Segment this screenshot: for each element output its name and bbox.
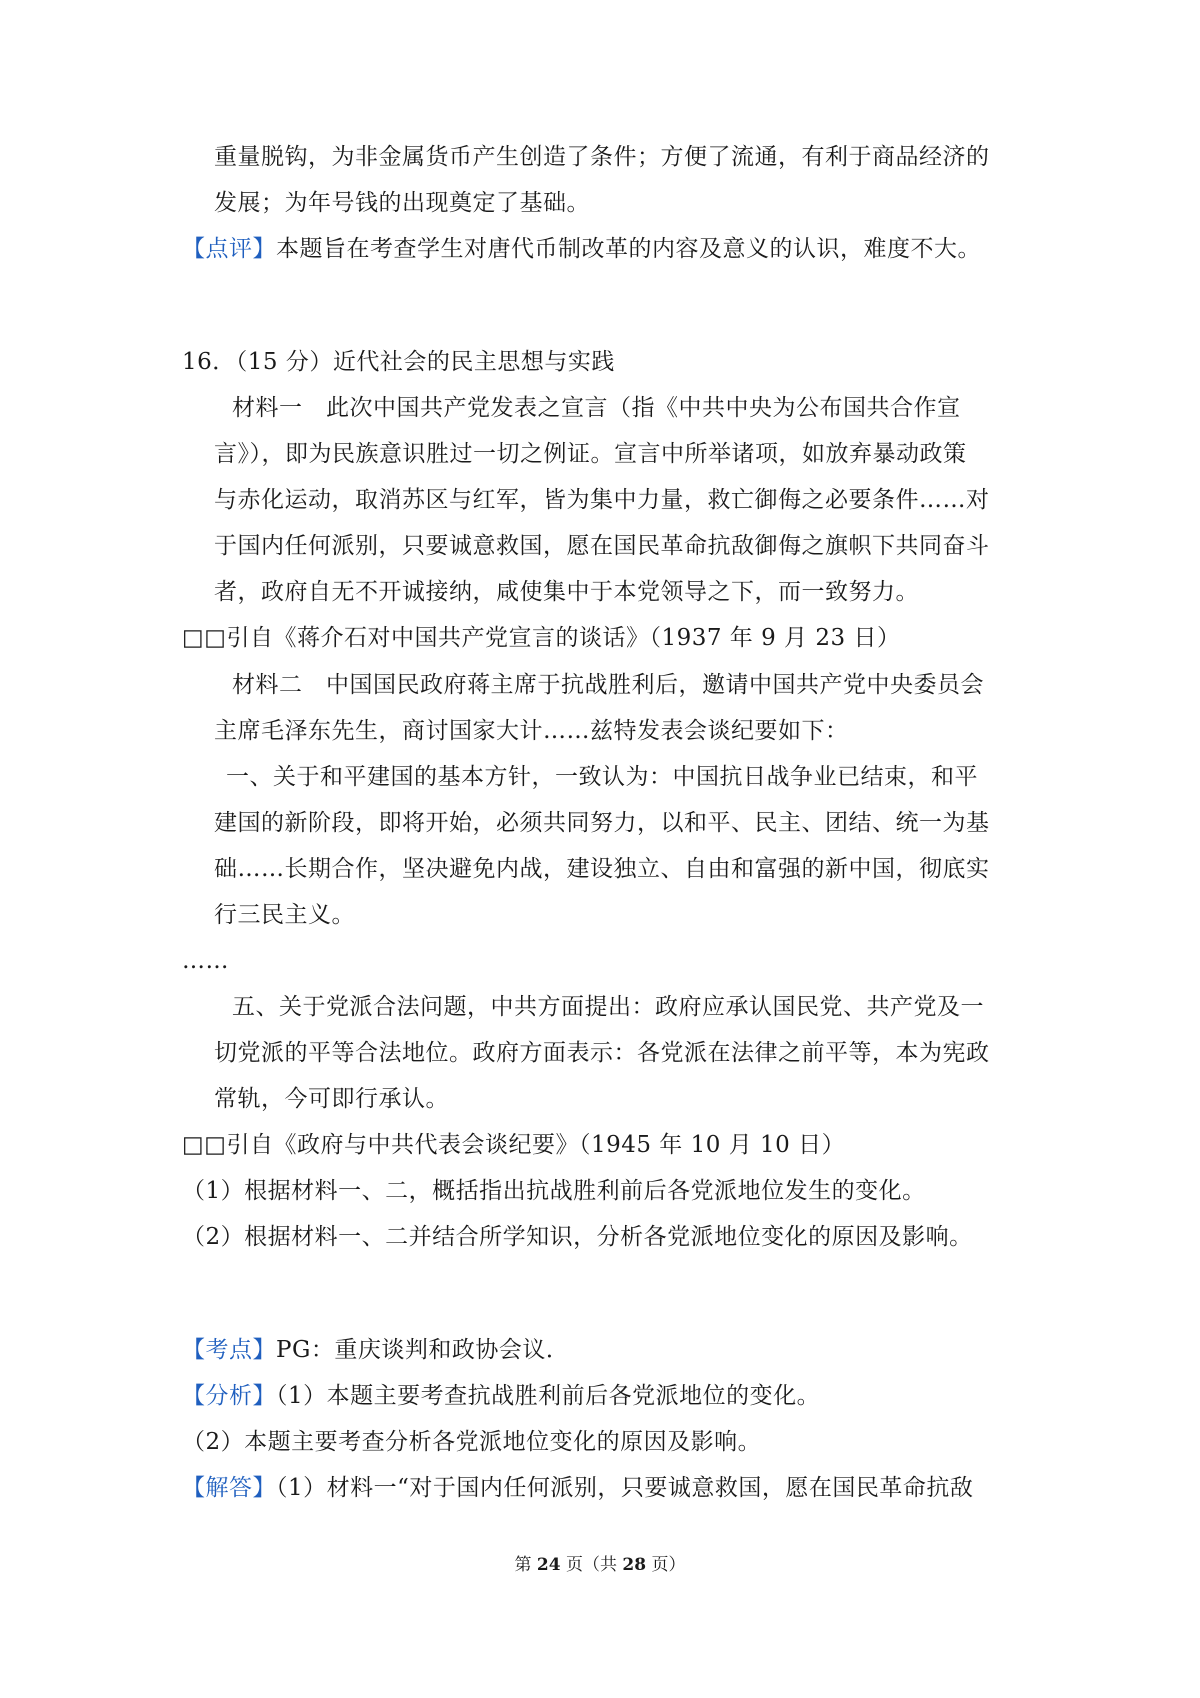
fenxi-tag: 【分析】 — [182, 1383, 276, 1409]
footer-total-pages: 28 — [622, 1555, 647, 1575]
jieda — [182, 1473, 973, 1503]
material1-line-5: 者，政府自无不开诚接纳，咸使集中于本党领导之下，而一致努力。 — [214, 579, 919, 605]
material2-line-2: 主席毛泽东先生，商讨国家大计……兹特发表会谈纪要如下： — [214, 718, 849, 744]
material2-line-5: 础……长期合作，坚决避免内战，建设独立、自由和富强的新中国，彻底实 — [214, 856, 990, 882]
page-footer — [0, 1553, 1200, 1577]
prev-answer-line-1: 重量脱钩，为非金属货币产生创造了条件；方便了流通，有利于商品经济的 — [214, 144, 990, 170]
footer-suffix: 页） — [646, 1555, 686, 1575]
material1-line-1: 材料一 此次中国共产党发表之宣言（指《中共中央为公布国共合作宣 — [232, 395, 961, 421]
material2-line-4: 建国的新阶段，即将开始，必须共同努力，以和平、民主、团结、统一为基 — [214, 810, 990, 836]
source1: □□引自《蒋介石对中国共产党宣言的谈话》（1937 年 9 月 23 日） — [182, 625, 901, 651]
footer-page-number: 24 — [536, 1555, 561, 1575]
prev-comment — [182, 234, 981, 264]
footer-middle: 页（共 — [560, 1555, 623, 1575]
fenxi-text: （1）本题主要考查抗战胜利前后各党派地位的变化。 — [276, 1383, 821, 1409]
comment-tag: 【点评】 — [182, 236, 276, 262]
comment-text: 本题旨在考查学生对唐代币制改革的内容及意义的认识，难度不大。 — [276, 236, 981, 262]
kaodian-tag: 【考点】 — [182, 1337, 276, 1363]
material1-line-4: 于国内任何派别，只要诚意救国，愿在国民革命抗敌御侮之旗帜下共同奋斗 — [214, 533, 990, 559]
jieda-text: （1）材料一“对于国内任何派别，只要诚意救国，愿在国民革命抗敌 — [276, 1475, 974, 1501]
kaodian-text: PG：重庆谈判和政协会议． — [276, 1337, 570, 1363]
material2b-line-1: 五、关于党派合法问题，中共方面提出：政府应承认国民党、共产党及一 — [232, 994, 984, 1020]
material2-line-1: 材料二 中国国民政府蒋主席于抗战胜利后，邀请中国共产党中央委员会 — [232, 672, 984, 698]
jieda-tag: 【解答】 — [182, 1475, 276, 1501]
fenxi — [182, 1381, 820, 1411]
material2-line-6: 行三民主义。 — [214, 902, 355, 928]
material1-line-2: 言》），即为民族意识胜过一切之例证。宣言中所举诸项，如放弃暴动政策 — [214, 441, 967, 467]
material2b-line-3: 常轨，今可即行承认。 — [214, 1086, 449, 1112]
prev-answer-line-2: 发展；为年号钱的出现奠定了基础。 — [214, 190, 590, 216]
material1-line-3: 与赤化运动，取消苏区与红军，皆为集中力量，救亡御侮之必要条件……对 — [214, 487, 990, 513]
fenxi-line-2: （2）本题主要考查分析各党派地位变化的原因及影响。 — [182, 1429, 762, 1455]
question-2: （2）根据材料一、二并结合所学知识，分析各党派地位变化的原因及影响。 — [182, 1224, 973, 1250]
kaodian — [182, 1335, 569, 1365]
material2-line-3: 一、关于和平建国的基本方针，一致认为：中国抗日战争业已结束，和平 — [226, 764, 978, 790]
question-title: 16．（15 分）近代社会的民主思想与实践 — [182, 349, 615, 375]
ellipsis: …… — [182, 948, 229, 974]
question-1: （1）根据材料一、二，概括指出抗战胜利前后各党派地位发生的变化。 — [182, 1178, 926, 1204]
footer-prefix: 第 — [514, 1555, 537, 1575]
source2: □□引自《政府与中共代表会谈纪要》（1945 年 10 月 10 日） — [182, 1132, 846, 1158]
material2b-line-2: 切党派的平等合法地位。政府方面表示：各党派在法律之前平等，本为宪政 — [214, 1040, 990, 1066]
